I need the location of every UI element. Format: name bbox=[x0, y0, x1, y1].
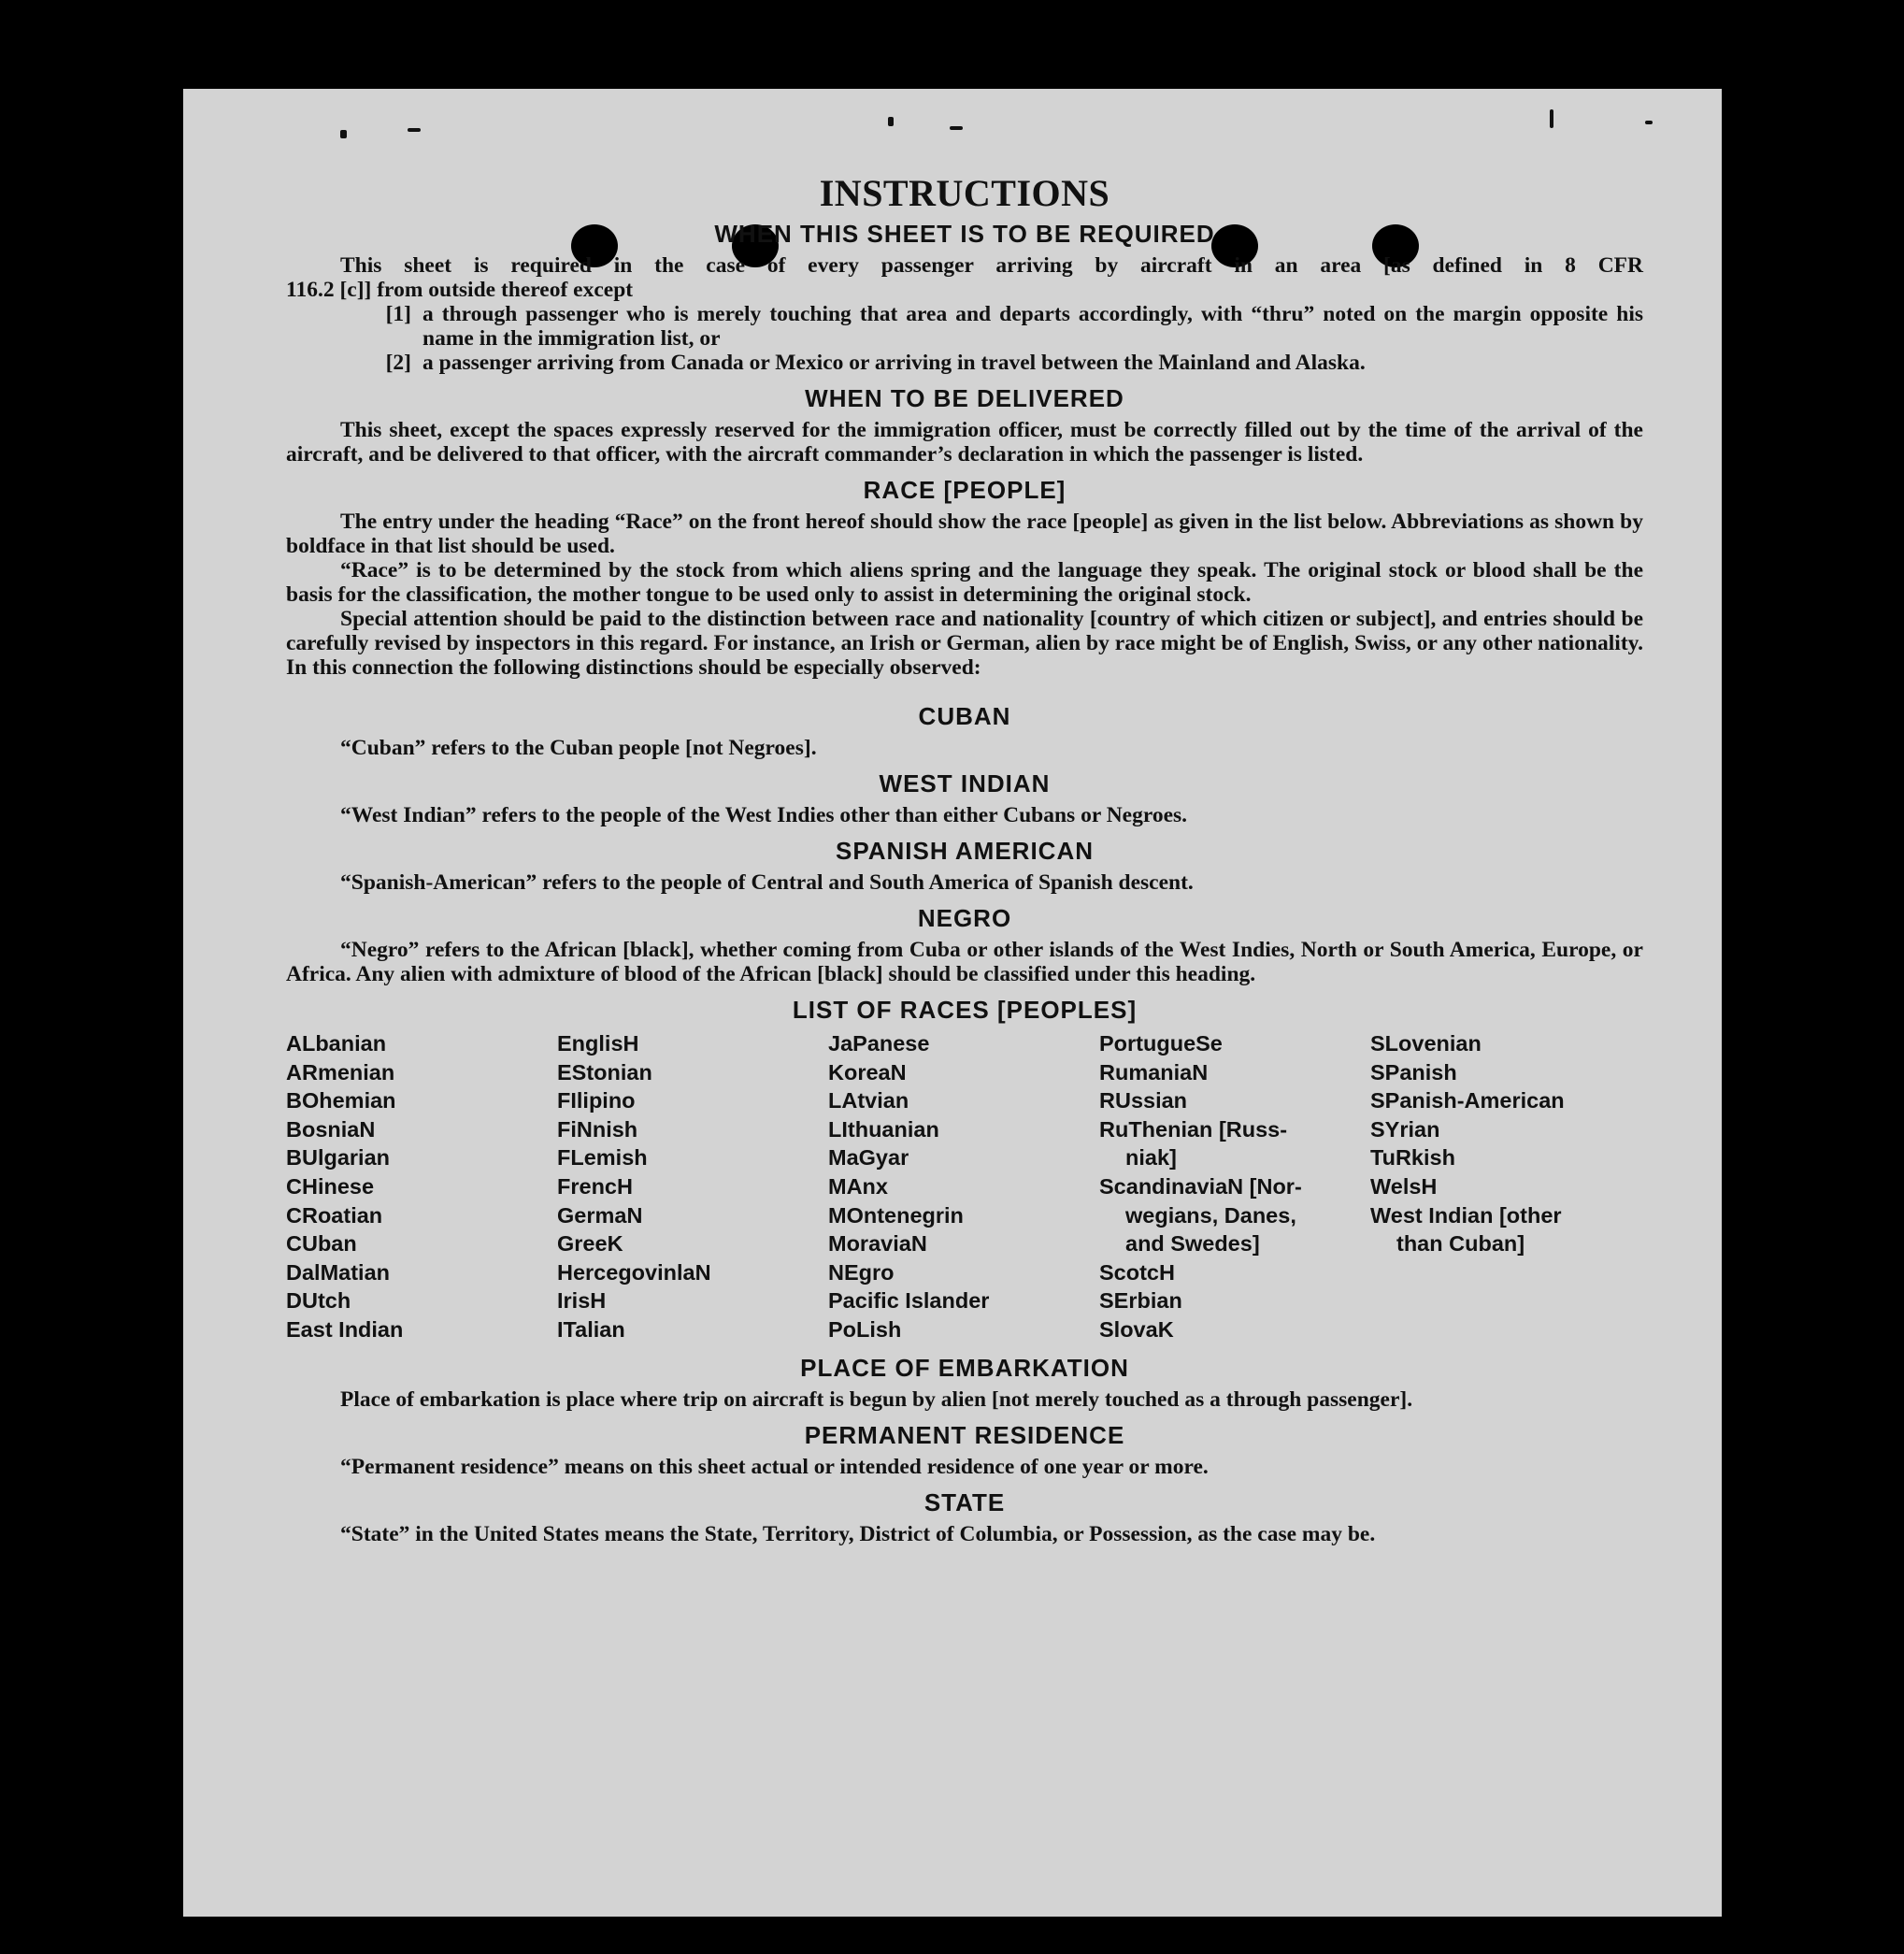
paragraph: This sheet, except the spaces expressly reserved for the immigration officer, must be correctly filled out by the time of the arrival of the aircraft, and be delivered to that officer, with the aircraft commander’s declaration in which the passenger is listed. bbox=[286, 418, 1643, 467]
heading-permanent-residence: PERMANENT RESIDENCE bbox=[804, 1420, 1125, 1449]
item-number: [1] bbox=[385, 302, 411, 326]
race-entry: RuThenian [Russ- bbox=[1099, 1116, 1288, 1142]
race-entry: ScotcH bbox=[1099, 1259, 1175, 1285]
ink-speck bbox=[950, 126, 963, 130]
race-entry: KoreaN bbox=[828, 1059, 907, 1085]
paragraph: Place of embarkation is place where trip on aircraft is begun by alien [not merely touched as a through passenger]. bbox=[340, 1386, 1413, 1412]
ink-speck bbox=[1550, 109, 1553, 128]
paragraph: Special attention should be paid to the distinction between race and nationality [country of which citizen or subject], and entries should be carefully revised by inspectors in this regard. For instance, an Irish or German, alien by race might be of English, Swiss, or any other nationality. In this connection the following distinctions should be especially observed: bbox=[286, 607, 1643, 680]
instructions-content bbox=[286, 171, 1643, 1546]
paragraph: “Race” is to be determined by the stock from which aliens spring and the language they speak. The original stock or blood shall be the basis for the classification, the mother tongue to be used only to assist in determining the original stock. bbox=[286, 558, 1643, 607]
race-entry: LIthuanian bbox=[828, 1116, 939, 1142]
race-entry: FrencH bbox=[557, 1173, 633, 1199]
race-entry: RumaniaN bbox=[1099, 1059, 1209, 1085]
item-number: [2] bbox=[385, 351, 411, 375]
race-entry: FiNnish bbox=[557, 1116, 638, 1142]
race-entry: ARmenian bbox=[286, 1059, 395, 1085]
race-entry: BosniaN bbox=[286, 1116, 376, 1142]
race-entry: EStonian bbox=[557, 1059, 652, 1085]
race-entry: EnglisH bbox=[557, 1031, 639, 1056]
intro-line: 116.2 [c]] from outside thereof except bbox=[286, 278, 634, 302]
heading-when-delivered: WHEN TO BE DELIVERED bbox=[805, 384, 1124, 412]
races-column bbox=[286, 1029, 557, 1344]
race-entry-continued: niak] bbox=[1125, 1145, 1177, 1171]
race-entry: SlovaK bbox=[1099, 1316, 1174, 1342]
race-entry: SPanish bbox=[1370, 1059, 1457, 1085]
race-entry: West Indian [other bbox=[1370, 1202, 1562, 1228]
race-entry: WelsH bbox=[1370, 1173, 1438, 1199]
heading-race: RACE [PEOPLE] bbox=[863, 476, 1067, 504]
race-entry: GermaN bbox=[557, 1202, 643, 1228]
race-entry: BOhemian bbox=[286, 1088, 396, 1113]
race-entry: FIlipino bbox=[557, 1088, 636, 1113]
race-entry: RUssian bbox=[1099, 1088, 1188, 1113]
race-entry: PoLish bbox=[828, 1316, 902, 1342]
ink-speck bbox=[408, 128, 421, 132]
exception-item bbox=[286, 302, 1643, 351]
heading-cuban: CUBAN bbox=[918, 702, 1011, 730]
races-column bbox=[557, 1029, 828, 1344]
paragraph: The entry under the heading “Race” on the front hereof should show the race [people] as given in the list below. Abbreviations as shown by boldface in that list should be used. bbox=[286, 510, 1643, 558]
race-entry: MaGyar bbox=[828, 1145, 909, 1171]
race-entry: HercegovinlaN bbox=[557, 1259, 711, 1285]
ink-speck bbox=[340, 130, 347, 138]
paragraph: “Cuban” refers to the Cuban people [not Negroes]. bbox=[340, 736, 817, 760]
races-column bbox=[828, 1029, 1099, 1344]
item-text: a passenger arriving from Canada or Mexico or arriving in travel between the Mainland and Alaska. bbox=[422, 351, 1366, 375]
race-entry-continued: wegians, Danes, bbox=[1125, 1202, 1296, 1228]
exception-item bbox=[286, 351, 1643, 375]
race-entry: JaPanese bbox=[828, 1031, 930, 1056]
race-entry: GreeK bbox=[557, 1231, 623, 1257]
race-entry: SLovenian bbox=[1370, 1031, 1482, 1056]
paragraph: “Negro” refers to the African [black], whether coming from Cuba or other islands of the West Indies, North or South America, Europe, or Africa. Any alien with admixture of blood of the African [black] should be classified under this heading. bbox=[286, 938, 1643, 986]
race-entry: PortugueSe bbox=[1099, 1031, 1223, 1056]
race-entry: Pacific Islander bbox=[828, 1288, 990, 1314]
heading-state: STATE bbox=[923, 1487, 1006, 1516]
page-title: INSTRUCTIONS bbox=[819, 172, 1110, 214]
heading-spanish-american: SPANISH AMERICAN bbox=[835, 837, 1094, 865]
heading-west-indian: WEST INDIAN bbox=[879, 769, 1051, 797]
race-entry: SYrian bbox=[1370, 1116, 1440, 1142]
heading-when-required: WHEN THIS SHEET IS TO BE REQUIRED bbox=[714, 220, 1215, 248]
race-entry: FLemish bbox=[557, 1145, 648, 1171]
race-entry: DUtch bbox=[286, 1288, 351, 1314]
item-text: a through passenger who is merely touching that area and departs accordingly, with “thru” noted on the margin opposite his name in the immigration list, or bbox=[422, 302, 1643, 351]
intro-line: This sheet is required in the case of every passenger arriving by aircraft in an area [as defined in 8 CFR bbox=[340, 253, 1643, 278]
heading-negro: NEGRO bbox=[917, 904, 1012, 932]
race-entry: East Indian bbox=[286, 1316, 404, 1342]
race-entry: TuRkish bbox=[1370, 1145, 1455, 1171]
spacer bbox=[286, 680, 1643, 693]
race-entry: MOntenegrin bbox=[828, 1202, 964, 1228]
race-entry: CRoatian bbox=[286, 1202, 383, 1228]
race-entry-continued: and Swedes] bbox=[1125, 1231, 1260, 1257]
race-entry: CUban bbox=[286, 1231, 357, 1257]
race-entry: ITalian bbox=[557, 1316, 625, 1342]
races-list bbox=[286, 1029, 1643, 1344]
paragraph: “West Indian” refers to the people of the West Indies other than either Cubans or Negroes. bbox=[340, 803, 1188, 827]
race-entry: IrisH bbox=[557, 1288, 607, 1314]
race-entry: DalMatian bbox=[286, 1259, 390, 1285]
race-entry: SPanish-American bbox=[1370, 1088, 1565, 1113]
race-entry-continued: than Cuban] bbox=[1396, 1231, 1525, 1257]
paragraph: “State” in the United States means the State, Territory, District of Columbia, or Possession, as the case may be. bbox=[340, 1521, 1376, 1546]
race-entry: MAnx bbox=[828, 1173, 888, 1199]
race-entry: CHinese bbox=[286, 1173, 375, 1199]
race-entry: NEgro bbox=[828, 1259, 895, 1285]
heading-embarkation: PLACE OF EMBARKATION bbox=[800, 1353, 1129, 1382]
race-entry: SErbian bbox=[1099, 1288, 1182, 1314]
races-column bbox=[1099, 1029, 1370, 1344]
race-entry: LAtvian bbox=[828, 1088, 909, 1113]
races-column bbox=[1370, 1029, 1641, 1344]
race-entry: ALbanian bbox=[286, 1031, 387, 1056]
ink-speck bbox=[888, 117, 894, 126]
paragraph: “Permanent residence” means on this sheet actual or intended residence of one year or more. bbox=[340, 1454, 1209, 1479]
ink-speck bbox=[1645, 121, 1653, 124]
race-entry: ScandinaviaN [Nor- bbox=[1099, 1173, 1302, 1199]
race-entry: MoraviaN bbox=[828, 1231, 927, 1257]
heading-list-of-races: LIST OF RACES [PEOPLES] bbox=[792, 996, 1138, 1024]
race-entry: BUlgarian bbox=[286, 1145, 390, 1171]
paragraph: “Spanish-American” refers to the people of Central and South America of Spanish descent. bbox=[340, 870, 1194, 895]
